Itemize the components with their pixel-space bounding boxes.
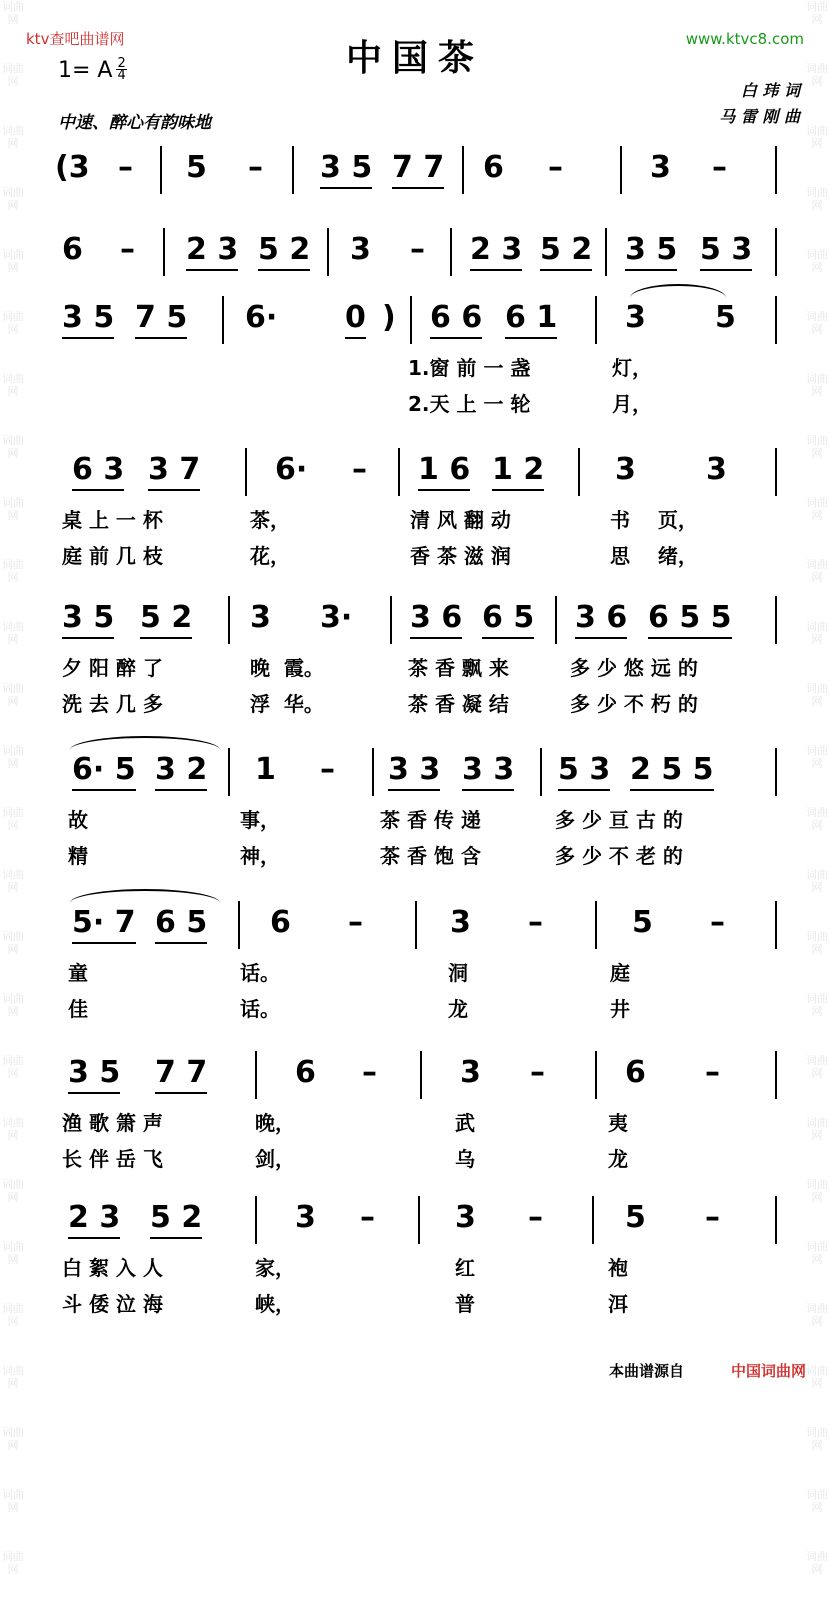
watermark-text: 词曲网: [806, 1178, 828, 1204]
barline: [327, 228, 329, 276]
lyric-text: 1.窗 前 一 盏: [408, 356, 531, 380]
lyric-text: 庭 前 几 枝: [62, 544, 163, 568]
lyric-text: 话。: [240, 961, 280, 985]
watermark-text: 词曲网: [806, 62, 828, 88]
note-group: 5: [186, 150, 207, 185]
note-group: 1: [255, 752, 276, 787]
barline: [228, 748, 230, 796]
lyric-text: 乌: [455, 1147, 475, 1171]
note-group: 6 5: [155, 905, 207, 940]
watermark-text: 词曲网: [2, 248, 24, 274]
watermark-text: 词曲网: [2, 620, 24, 646]
lyric-text: 话。: [240, 997, 280, 1021]
lyric-line-1: [0, 957, 830, 993]
lyric-text: 茶，: [250, 508, 290, 532]
watermark-text: 词曲网: [806, 1116, 828, 1142]
watermark-text: 词曲网: [2, 62, 24, 88]
watermark-text: 词曲网: [806, 496, 828, 522]
note-group: –: [705, 1200, 720, 1235]
lyric-text: 家，: [255, 1256, 295, 1280]
note-group: 3 2: [155, 752, 207, 787]
watermark-text: 词曲网: [806, 124, 828, 150]
watermark-text: 词曲网: [806, 682, 828, 708]
note-group: 3 6: [410, 600, 462, 635]
note-group: 6 3: [72, 452, 124, 487]
lyric-text: 事，: [240, 808, 280, 832]
lyric-text: 灯，: [612, 356, 652, 380]
note-group: (3: [55, 150, 90, 185]
system-2: [0, 232, 830, 284]
note-group: 3 5: [625, 232, 677, 267]
lyric-text: 浮 华。: [250, 692, 324, 716]
barline: [462, 146, 464, 194]
note-group: 6 1: [505, 300, 557, 335]
note-group: 5 2: [258, 232, 310, 267]
lyric-text: 清 风 翻 动: [410, 508, 511, 532]
watermark-text: 词曲网: [806, 1550, 828, 1576]
barline: [238, 901, 240, 949]
note-group: –: [362, 1055, 377, 1090]
barline: [775, 748, 777, 796]
slur-mark: [70, 889, 220, 903]
watermark-text: 词曲网: [2, 1550, 24, 1576]
lyric-text: 洞: [448, 961, 468, 985]
lyric-text: 多 少 悠 远 的: [570, 656, 698, 680]
lyric-text: 童: [68, 961, 88, 985]
lyric-text: 晚，: [255, 1111, 295, 1135]
watermark-text: 词曲网: [806, 806, 828, 832]
lyric-line-1: [0, 652, 830, 688]
lyric-text: 晚 霞。: [250, 656, 324, 680]
note-group: –: [712, 150, 727, 185]
watermark-text: 词曲网: [806, 620, 828, 646]
lyric-line-1: [0, 1107, 830, 1143]
note-group: 5: [625, 1200, 646, 1235]
watermark-text: 词曲网: [2, 0, 24, 26]
barline: [390, 596, 392, 644]
footer-source-label: 本曲谱源自: [608, 1362, 684, 1380]
barline: [228, 596, 230, 644]
note-group: 5: [715, 300, 736, 335]
barline: [592, 1196, 594, 1244]
note-row: [0, 600, 830, 652]
note-group: –: [710, 905, 725, 940]
lyricist-line: 白 玮 词: [740, 81, 800, 100]
system-9: [0, 1200, 830, 1324]
footer-site-name[interactable]: 中国词曲网: [730, 1362, 806, 1380]
lyric-text: 茶 香 凝 结: [408, 692, 509, 716]
lyric-text: 茶 香 饱 含: [380, 844, 481, 868]
note-group: 1 6: [418, 452, 470, 487]
barline: [420, 1051, 422, 1099]
note-group: 6: [270, 905, 291, 940]
note-group: 5 2: [140, 600, 192, 635]
system-7: [0, 905, 830, 1029]
barline: [160, 146, 162, 194]
credits: [719, 78, 800, 130]
watermark-text: 词曲网: [2, 1364, 24, 1390]
note-group: 3: [706, 452, 727, 487]
system-4: [0, 452, 830, 576]
watermark-text: 词曲网: [2, 1116, 24, 1142]
watermark-text: 词曲网: [806, 744, 828, 770]
barline: [775, 448, 777, 496]
note-group: –: [118, 150, 133, 185]
composer-line: 马 雷 刚 曲: [719, 107, 800, 126]
time-signature: [116, 58, 126, 81]
note-group: 3·: [320, 600, 353, 635]
note-group: –: [320, 752, 335, 787]
watermark-text: 词曲网: [2, 558, 24, 584]
lyric-text: 红: [455, 1256, 475, 1280]
lyric-line-2: [0, 688, 830, 724]
note-row: [0, 232, 830, 284]
lyric-text: 思 绪，: [610, 544, 698, 568]
lyric-text: 多 少 不 朽 的: [570, 692, 698, 716]
note-group: 6· 5: [72, 752, 136, 787]
note-group: 3 5: [320, 150, 372, 185]
note-group: 2 5 5: [630, 752, 714, 787]
barline: [163, 228, 165, 276]
watermark-text: 词曲网: [806, 310, 828, 336]
note-group: –: [360, 1200, 375, 1235]
note-group: 3 5: [62, 300, 114, 335]
lyric-text: 茶 香 飘 来: [408, 656, 509, 680]
note-group: 3 5: [62, 600, 114, 635]
lyric-text: 庭: [610, 961, 630, 985]
note-row: [0, 1200, 830, 1252]
barline: [245, 448, 247, 496]
lyric-text: 龙: [448, 997, 468, 1021]
lyric-text: 洗 去 几 多: [62, 692, 163, 716]
lyric-text: 白 絮 入 人: [62, 1256, 163, 1280]
barline: [595, 1051, 597, 1099]
note-group: –: [248, 150, 263, 185]
note-group: 3: [625, 300, 646, 335]
note-row: [0, 300, 830, 352]
note-row: [0, 150, 830, 202]
note-group: 7 7: [155, 1055, 207, 1090]
note-group: 6: [62, 232, 83, 267]
lyric-text: 多 少 不 老 的: [555, 844, 683, 868]
note-group: –: [352, 452, 367, 487]
lyric-text: 普: [455, 1292, 475, 1316]
watermark-text: 词曲网: [806, 1302, 828, 1328]
watermark-text: 词曲网: [806, 372, 828, 398]
lyric-text: 井: [610, 997, 630, 1021]
watermark-text: 词曲网: [806, 930, 828, 956]
barline: [410, 296, 412, 344]
barline: [418, 1196, 420, 1244]
barline: [372, 748, 374, 796]
lyric-text: 洱: [608, 1292, 628, 1316]
lyric-text: 书 页，: [610, 508, 698, 532]
key-signature: [58, 58, 127, 83]
watermark-text: 词曲网: [806, 992, 828, 1018]
lyric-text: 多 少 亘 古 的: [555, 808, 683, 832]
note-group: 3: [455, 1200, 476, 1235]
barline: [450, 228, 452, 276]
note-group: 3 3: [462, 752, 514, 787]
watermark-text: 词曲网: [806, 0, 828, 26]
lyric-text: 神，: [240, 844, 280, 868]
site-link-right[interactable]: www.ktvc8.com: [685, 30, 804, 48]
barline: [255, 1196, 257, 1244]
lyric-text: 月，: [612, 392, 652, 416]
barline: [775, 1196, 777, 1244]
watermark-text: 词曲网: [806, 1240, 828, 1266]
note-group: –: [530, 1055, 545, 1090]
watermark-text: 词曲网: [2, 1302, 24, 1328]
note-group: –: [410, 232, 425, 267]
note-group: 0: [345, 300, 366, 335]
lyric-text: 峡，: [255, 1292, 295, 1316]
note-group: 5: [632, 905, 653, 940]
note-row: [0, 452, 830, 504]
note-group: 3: [650, 150, 671, 185]
barline: [255, 1051, 257, 1099]
barline: [555, 596, 557, 644]
watermark-text: 词曲网: [2, 930, 24, 956]
watermark-text: 词曲网: [2, 1488, 24, 1514]
lyric-text: 茶 香 传 递: [380, 808, 481, 832]
lyric-text: 花，: [250, 544, 290, 568]
lyric-text: 精: [68, 844, 88, 868]
watermark-text: 词曲网: [2, 124, 24, 150]
note-group: 6 5 5: [648, 600, 732, 635]
note-group: –: [548, 150, 563, 185]
note-group: 6·: [275, 452, 308, 487]
note-group: 3: [450, 905, 471, 940]
watermark-text: 词曲网: [2, 496, 24, 522]
barline: [222, 296, 224, 344]
watermark-text: 词曲网: [2, 744, 24, 770]
barline: [398, 448, 400, 496]
lyric-line-2: [0, 1143, 830, 1179]
note-group: –: [705, 1055, 720, 1090]
watermark-text: 词曲网: [2, 1054, 24, 1080]
lyric-text: 夕 阳 醉 了: [62, 656, 163, 680]
barline: [775, 296, 777, 344]
note-group: 6·: [245, 300, 278, 335]
note-group: 3 7: [148, 452, 200, 487]
lyric-line-1: [0, 1252, 830, 1288]
barline: [775, 901, 777, 949]
site-link-left[interactable]: ktv查吧曲谱网: [26, 30, 125, 48]
note-group: 3 5: [68, 1055, 120, 1090]
note-group: 2 3: [470, 232, 522, 267]
slur-mark: [630, 284, 726, 298]
note-group: 7 5: [135, 300, 187, 335]
watermark-text: 词曲网: [806, 1426, 828, 1452]
watermark-text: 词曲网: [2, 1178, 24, 1204]
lyric-line-1: [0, 352, 830, 388]
watermark-text: 词曲网: [2, 682, 24, 708]
note-group: 3: [350, 232, 371, 267]
note-group: 5· 7: [72, 905, 136, 940]
note-group: –: [528, 905, 543, 940]
note-group: 2 3: [186, 232, 238, 267]
note-group: 3: [615, 452, 636, 487]
watermark-text: 词曲网: [806, 1364, 828, 1390]
lyric-line-2: [0, 993, 830, 1029]
lyric-text: 故: [68, 808, 88, 832]
lyric-text: 斗 倭 泣 海: [62, 1292, 163, 1316]
watermark-text: 词曲网: [2, 372, 24, 398]
watermark-text: 词曲网: [806, 186, 828, 212]
barline: [595, 901, 597, 949]
lyric-text: 剑，: [255, 1147, 295, 1171]
key-signature-text: 1= A: [58, 58, 113, 83]
note-group: 7 7: [392, 150, 444, 185]
system-3: [0, 300, 830, 424]
lyric-line-1: [0, 504, 830, 540]
tempo-marking: 中速、醉心有韵味地: [58, 113, 211, 133]
lyric-text: 佳: [68, 997, 88, 1021]
note-group: –: [528, 1200, 543, 1235]
note-group: 6 5: [482, 600, 534, 635]
lyric-text: 夷: [608, 1111, 628, 1135]
watermark-text: 词曲网: [2, 186, 24, 212]
note-group: 6: [625, 1055, 646, 1090]
note-group: 6: [483, 150, 504, 185]
watermark-text: 词曲网: [2, 868, 24, 894]
watermark-text: 词曲网: [2, 1240, 24, 1266]
barline: [595, 296, 597, 344]
lyric-text: 龙: [608, 1147, 628, 1171]
watermark-text: 词曲网: [806, 248, 828, 274]
system-8: [0, 1055, 830, 1179]
watermark-text: 词曲网: [2, 1426, 24, 1452]
note-group: 2 3: [68, 1200, 120, 1235]
barline: [540, 748, 542, 796]
lyric-line-2: [0, 388, 830, 424]
watermark-text: 词曲网: [806, 1054, 828, 1080]
note-row: [0, 905, 830, 957]
time-signature-numerator: 2: [117, 56, 126, 71]
lyric-text: 武: [455, 1111, 475, 1135]
note-group: 3: [460, 1055, 481, 1090]
barline: [775, 1051, 777, 1099]
system-1: [0, 150, 830, 202]
lyric-line-1: [0, 804, 830, 840]
time-signature-denominator: 4: [117, 68, 126, 83]
note-group: 1 2: [492, 452, 544, 487]
watermark-text: 词曲网: [806, 868, 828, 894]
barline: [292, 146, 294, 194]
lyric-text: 桌 上 一 杯: [62, 508, 163, 532]
note-group: 5 3: [700, 232, 752, 267]
note-group: 3: [250, 600, 271, 635]
system-5: [0, 600, 830, 724]
lyric-text: 渔 歌 箫 声: [62, 1111, 163, 1135]
system-6: [0, 752, 830, 876]
watermark-text: 词曲网: [806, 558, 828, 584]
note-group: –: [120, 232, 135, 267]
lyric-text: 2.天 上 一 轮: [408, 392, 531, 416]
watermark-text: 词曲网: [806, 1488, 828, 1514]
watermark-text: 词曲网: [2, 310, 24, 336]
watermark-text: 词曲网: [2, 992, 24, 1018]
note-row: [0, 752, 830, 804]
lyric-line-2: [0, 540, 830, 576]
note-group: 6: [295, 1055, 316, 1090]
note-group: 5 3: [558, 752, 610, 787]
slur-mark: [70, 736, 220, 750]
note-group: 3 6: [575, 600, 627, 635]
barline: [775, 228, 777, 276]
barline: [578, 448, 580, 496]
lyric-line-2: [0, 840, 830, 876]
lyric-line-2: [0, 1288, 830, 1324]
barline: [775, 146, 777, 194]
barline: [605, 228, 607, 276]
note-group: 3: [295, 1200, 316, 1235]
lyric-text: 长 伴 岳 飞: [62, 1147, 163, 1171]
watermark-text: 词曲网: [2, 434, 24, 460]
watermark-text: 词曲网: [806, 434, 828, 460]
lyric-text: 香 茶 滋 润: [410, 544, 511, 568]
watermark-text: 词曲网: [2, 806, 24, 832]
barline: [775, 596, 777, 644]
note-group: 5 2: [540, 232, 592, 267]
barline: [620, 146, 622, 194]
note-group: 3 3: [388, 752, 440, 787]
note-group: ): [382, 300, 396, 335]
page-title: 中国茶: [345, 38, 484, 79]
note-group: 5 2: [150, 1200, 202, 1235]
note-group: –: [348, 905, 363, 940]
note-group: 6 6: [430, 300, 482, 335]
note-row: [0, 1055, 830, 1107]
lyric-text: 袍: [608, 1256, 628, 1280]
barline: [415, 901, 417, 949]
